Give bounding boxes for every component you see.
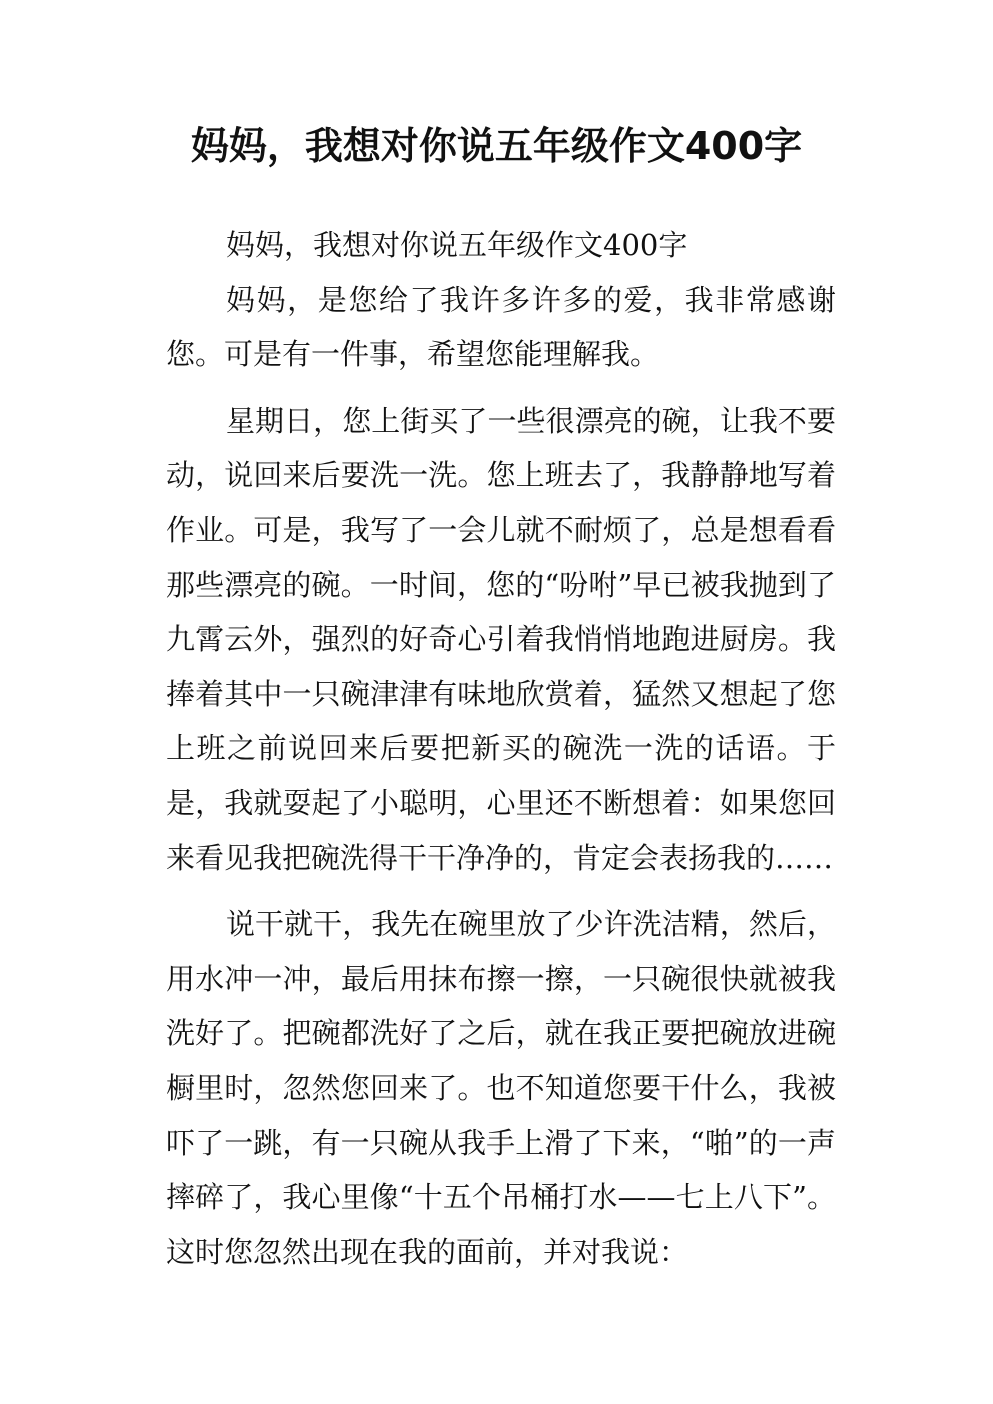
- paragraph-subtitle: 妈妈，我想对你说五年级作文400字: [226, 228, 688, 262]
- document-title: 妈妈，我想对你说五年级作文400字: [190, 124, 803, 168]
- paragraph-sunday: 星期日，您上街买了一些很漂亮的碗，让我不要动，说回来后要洗一洗。您上班去了，我静静地写着作业。可是，我写了一会儿就不耐烦了，总是想看看那些漂亮的碗。一时间，您的“吩咐”早已被我抛到了九霄云外，强烈的好奇心引着我悄悄地跑进厨房。我捧着其中一只碗津津有味地欣赏着，猛然又想起了您上班之前说回来后要把新买的碗洗一洗的话语。于是，我就耍起了小聪明，心里还不断想着：如果您回来看见我把碗洗得干干净净的，肯定会表扬我的……: [166, 403, 836, 875]
- paragraph-intro: 妈妈，是您给了我许多许多的爱，我非常感谢您。可是有一件事，希望您能理解我。: [166, 282, 836, 372]
- paragraph-washing: 说干就干，我先在碗里放了少许洗洁精，然后，用水冲一冲，最后用抹布擦一擦，一只碗很快就被我洗好了。把碗都洗好了之后，就在我正要把碗放进碗橱里时，忽然您回来了。也不知道您要干什么，我被吓了一跳，有一只碗从我手上滑了下来，“啪”的一声摔碎了，我心里像“十五个吊桶打水——七上八下”。这时您忽然出现在我的面前，并对我说：: [166, 907, 836, 1269]
- document-body: [166, 218, 836, 1279]
